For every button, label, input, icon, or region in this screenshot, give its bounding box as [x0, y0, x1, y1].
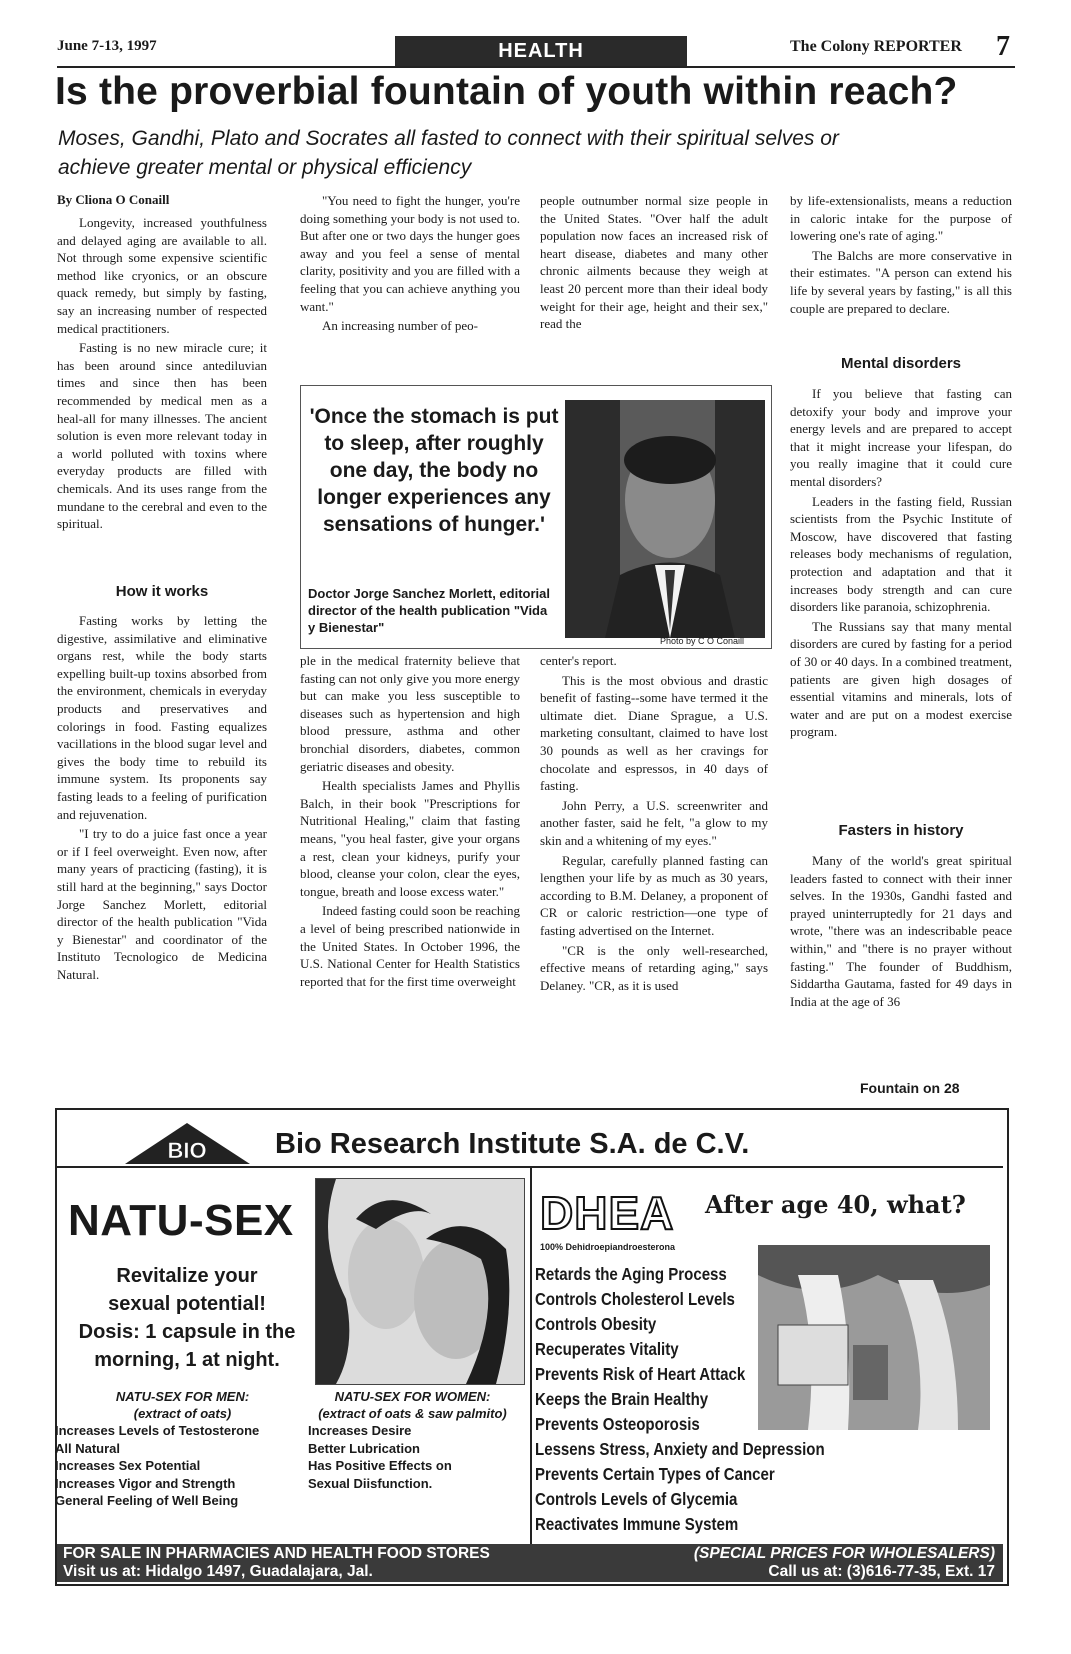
list-item: Better Lubrication: [308, 1440, 420, 1456]
paragraph: Fasting is no new miracle cure; it has been around since antediluvian times and since then has been recommended by medical men as a heal-all for many illnesses. The ancient solution is even more relevant today in a world polluted with toxins where everyday products are filled with chemicals. And its uses range from the mundane to the cerebral and even to the spiritual.: [57, 340, 267, 532]
list-item: Prevents Osteoporosis: [535, 1414, 700, 1434]
heading-line: NATU-SEX FOR WOMEN:: [334, 1389, 491, 1404]
paragraph: center's report.: [540, 653, 617, 668]
women-heading: [305, 1388, 520, 1422]
tagline-line: morning, 1 at night.: [94, 1349, 280, 1371]
column-4-mental: [790, 385, 1012, 743]
paragraph: Fasting works by letting the digestive, assimilative and eliminative organs rest, while the body starts expelling built-up toxins absorbed from the environment, chemicals in everyday products and preservatives and colorings in food. Fasting equalizes vacillations in the blood sugar level and gives the body time to rebuild its immune system. Its proponents say fasting leads to a feeling of purification and rejuvenation.: [57, 613, 267, 822]
list-item: Increases Sex Potential: [55, 1458, 201, 1473]
couple-photo: [315, 1178, 525, 1385]
photo-credit: Photo by C O Conaill: [660, 636, 745, 646]
masthead-rule: [57, 66, 1015, 68]
paragraph: "You need to fight the hunger, you're doing something your body is not used to. But after one or two days the hunger goes away and you feel a sense of mental clarity, positivity and you are filled with a feeling that you can achieve anything you want.": [300, 193, 520, 314]
column-4-history: [790, 852, 1012, 1012]
pullquote-text: 'Once the stomach is put to sleep, after roughly one day, the body no longer experiences any sensations of hunger.': [309, 405, 559, 536]
column-3-bottom: [540, 652, 768, 996]
column-4-top: [790, 192, 1012, 319]
footer-wholesale: (SPECIAL PRICES FOR WHOLESALERS): [693, 1545, 995, 1562]
heading-line: (extract of oats & saw palmito): [318, 1406, 507, 1421]
list-item: Increases Desire: [308, 1423, 412, 1438]
subhead-fasters-in-history: Fasters in history: [838, 822, 964, 839]
paragraph: Longevity, increased youthfulness and delayed aging are available to all. Not through some expensive scientific method like cryonics, or an obscure quack remedy, but simply by fasting, say an increasing number of respected medical practitioners.: [57, 215, 267, 336]
dhea-subtitle: 100% Dehidroepiandroesterona: [540, 1242, 676, 1252]
ad-company-name: Bio Research Institute S.A. de C.V.: [275, 1128, 750, 1160]
paragraph: If you believe that fasting can detoxify your body and improve your energy levels and are prepared to accept that it might increase your lifespan, do you really imagine that it could cure mental disorders?: [790, 386, 1012, 489]
bio-logo-icon: [120, 1120, 255, 1165]
heading-line: (extract of oats): [133, 1406, 232, 1421]
column-2-top: [300, 192, 520, 337]
footer-phone: Call us at: (3)616-77-35, Ext. 17: [768, 1563, 995, 1580]
paragraph: An increasing number of peo-: [322, 318, 478, 334]
list-item: Prevents Risk of Heart Attack: [535, 1364, 746, 1384]
paper-name: The Colony REPORTER: [790, 38, 962, 55]
list-item: Has Positive Effects on: [308, 1458, 452, 1473]
byline: By Cliona O Conaill: [57, 192, 170, 207]
subhead-mental-disorders: Mental disorders: [840, 355, 962, 372]
footer-availability: FOR SALE IN PHARMACIES AND HEALTH FOOD STORES: [63, 1545, 490, 1562]
paragraph: ple in the medical fraternity believe that fasting can not only give you more energy but can make you less susceptible to diseases such as hypertension and high blood pressure, asthma and other bronchial disorders, diabetes, common geriatric diseases and obesity.: [300, 653, 520, 774]
footer-address: Visit us at: Hidalgo 1497, Guadalajara, Jal.: [63, 1563, 373, 1580]
paragraph: Health specialists James and Phyllis Balch, in their book "Prescriptions for Nutritional Healing," claim that fasting means, "you heal faster, give your organs a rest, clean your kidneys, purify your blood, cleanse your colon, clear the eyes, tongue, breath and loose excess water.": [300, 778, 520, 899]
paragraph: John Perry, a U.S. screenwriter and another faster, said he felt, "a glow to my skin and a whitening of my eyes.": [540, 797, 768, 848]
tagline-line: Revitalize your: [116, 1265, 258, 1287]
paragraph: The Balchs are more conservative in their estimates. "A person can extend his life by several years by fasting," is all this couple are prepared to declare.: [790, 247, 1012, 316]
heading-line: NATU-SEX FOR MEN:: [115, 1389, 250, 1404]
list-item: Retards the Aging Process: [535, 1264, 727, 1284]
paragraph: This is the most obvious and drastic benefit of fasting--some have termed it the ultimate diet. Diane Sprague, a U.S. marketing consultant, claimed to have lost 30 pounds as well as her cravings for chocolate and espressos, in 40 days of fasting.: [540, 672, 768, 794]
column-1-top: [57, 214, 267, 535]
tagline-line: sexual potential!: [108, 1293, 266, 1315]
list-item: Increases Vigor and Strength: [55, 1475, 236, 1491]
natu-sex-title: NATU-SEX: [68, 1196, 294, 1245]
list-item: Prevents Certain Types of Cancer: [535, 1464, 775, 1484]
women-benefits-list: [308, 1422, 523, 1492]
paragraph: Many of the world's great spiritual leaders fasted to connect with their inner selves. In the 1930s, Gandhi fasted and prayed uninterruptedly for 21 days and wrote, "there was an indescribable peace within," and "there is no prayer without fasting." The founder of Buddhism, Siddartha Gautama, fasted for 49 days in India at the age of 36: [790, 853, 1012, 1009]
men-heading: [60, 1388, 305, 1422]
dhea-title: DHEA: [540, 1187, 675, 1239]
list-item: Controls Levels of Glycemia: [535, 1489, 738, 1509]
tagline-line: Dosis: 1 capsule in the: [78, 1321, 296, 1343]
page-number: 7: [996, 31, 1010, 62]
subhead-how-it-works: How it works: [115, 583, 209, 600]
list-item: Sexual Diisfunction.: [308, 1475, 433, 1491]
dhea-tagline: After age 40, what?: [705, 1190, 966, 1219]
waterfall-product-image: [758, 1245, 990, 1430]
men-benefits-list: [55, 1422, 305, 1510]
logo-text: BIO: [167, 1138, 207, 1163]
list-item: Controls Cholesterol Levels: [535, 1289, 735, 1309]
paragraph: people outnumber normal size people in the United States. "Over half the adult population now faces an increased risk of heart disease, diabetes and many other chronic ailments because they weigh at least 20 percent more than their ideal body weight for their age, height and their sex," read the: [540, 193, 768, 332]
section-banner: HEALTH: [395, 36, 687, 66]
list-item: Increases Levels of Testosterone: [55, 1423, 260, 1438]
continued-line: Fountain on 28: [860, 1080, 960, 1096]
paragraph: Regular, carefully planned fasting can lengthen your life by as much as 30 years, according to B.M. Delaney, a proponent of CR or caloric restriction—one type of fasting advertised on the Internet.: [540, 852, 768, 938]
paragraph: by life-extensionalists, means a reduction in caloric intake for the purpose of lowering one's rate of aging.": [790, 193, 1012, 244]
column-2-bottom: [300, 652, 520, 992]
list-item: Lessens Stress, Anxiety and Depression: [535, 1439, 825, 1459]
paragraph: "CR is the only well-researched, effective means of retarding aging," says Delaney. "CR, as it is used: [540, 942, 768, 993]
list-item: Controls Obesity: [535, 1314, 657, 1334]
issue-date: June 7-13, 1997: [57, 38, 157, 54]
column-3-top: [540, 192, 768, 335]
paragraph: Indeed fasting could soon be reaching a level of being prescribed nationwide in the United States. In October 1996, the U.S. National Center for Health Statistics reported that for the first time overweight: [300, 903, 520, 989]
paragraph: The Russians say that many mental disorders are cured by fasting for a period of 30 or 40 days. In a combined treatment, patients are given high dosages of essential vitamins and minerals, lots of water and are put on a modest exercise program.: [790, 618, 1012, 740]
paragraph: Leaders in the fasting field, Russian scientists from the Psychic Institute of Moscow, have discovered that fasting releases body mechanisms of regulation, protection and adaptation and that it increases body strength and can cure disorders like paranoia, schizophrenia.: [790, 493, 1012, 615]
paragraph: "I try to do a juice fast once a year or if I feel overweight. Even now, after many years of practicing (fasting), it is still hard at the beginning," says Doctor Jorge Sanchez Morlett, editorial director of the health publication "Vida y Bienestar" and coordinator of the Instituto Tecnologico de Medicina Natural.: [57, 826, 267, 982]
list-item: All Natural: [55, 1440, 121, 1456]
list-item: General Feeling of Well Being: [55, 1493, 239, 1508]
ad-footer-bar: [57, 1544, 1003, 1582]
ad-divider: [530, 1168, 532, 1544]
list-item: Recuperates Vitality: [535, 1339, 679, 1359]
list-item: Keeps the Brain Healthy: [535, 1389, 709, 1409]
natu-sex-tagline: [62, 1262, 312, 1374]
portrait-photo: [565, 400, 765, 638]
column-1-bottom: [57, 612, 267, 985]
pullquote-caption: Doctor Jorge Sanchez Morlett, editorial director of the health publication "Vida y Bienestar": [308, 586, 550, 635]
deck: Moses, Gandhi, Plato and Socrates all fasted to connect with their spiritual selves or achieve greater mental or physical efficiency: [58, 127, 839, 179]
list-item: Reactivates Immune System: [535, 1514, 739, 1534]
headline: Is the proverbial fountain of youth within reach?: [55, 70, 958, 113]
